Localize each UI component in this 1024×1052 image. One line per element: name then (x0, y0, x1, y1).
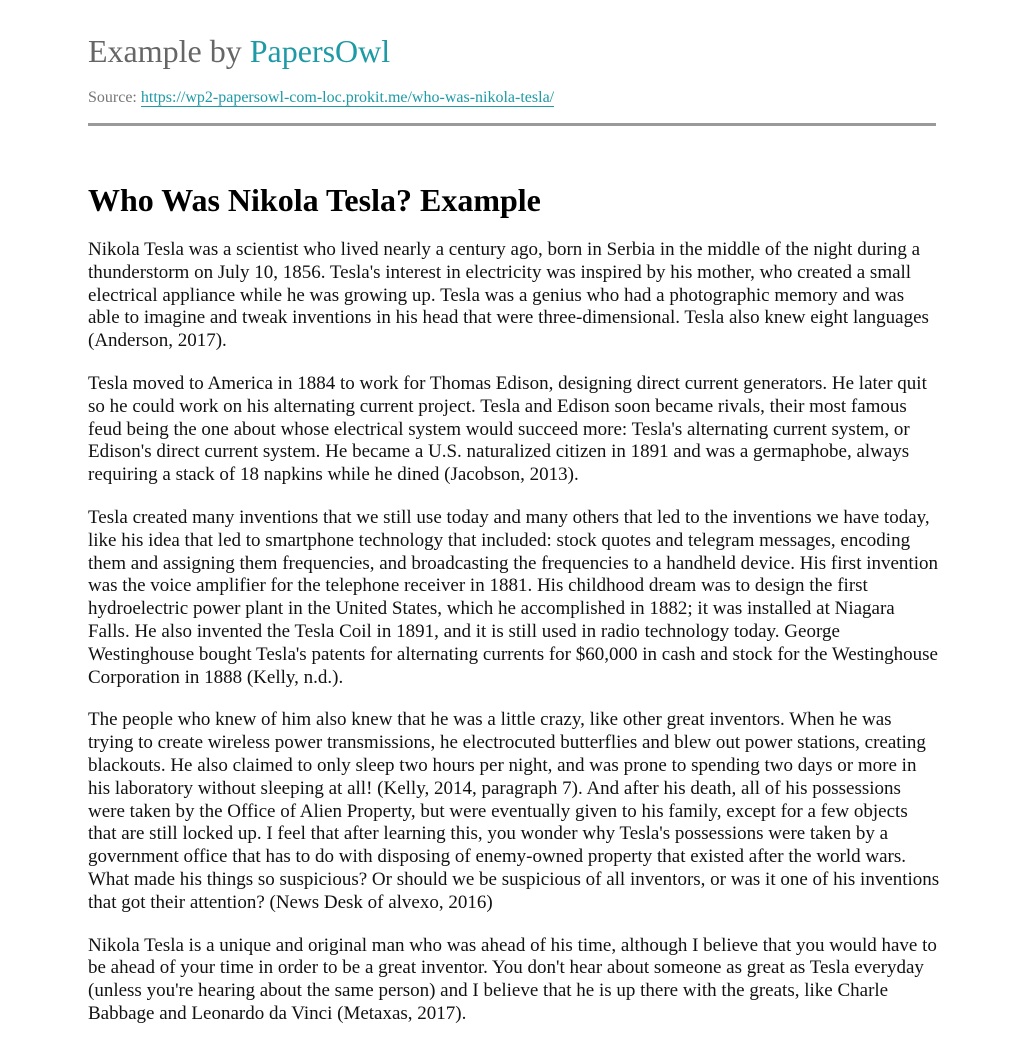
paragraph: Tesla moved to America in 1884 to work for Thomas Edison, designing direct current generators. He later quit so he could work on his alternating current project. Tesla and Edison soon became rivals, their most famous feud being the one about whose electrical system would succeed more: Tesla's alternating current system, or Edison's direct current system. He became a U.S. naturalized citizen in 1891 and was a germaphobe, always requiring a stack of 18 napkins while he dined (Jacobson, 2013). (88, 372, 927, 486)
source-label: Source: (88, 89, 141, 106)
paragraph: Nikola Tesla was a scientist who lived nearly a century ago, born in Serbia in the middle of the night during a thunderstorm on July 10, 1856. Tesla's interest in electricity was inspired by his mother, who created a small electrical appliance while he was growing up. Tesla was a genius who had a photographic memory and was able to imagine and tweak inventions in his head that were three-dimensional. Tesla also knew eight languages (Anderson, 2017). (88, 239, 929, 352)
source-link[interactable]: https://wp2-papersowl-com-loc.prokit.me/who-was-nikola-tesla/ (140, 89, 555, 106)
brand-prefix: Example by (88, 33, 250, 69)
page-title: Who Was Nikola Tesla? Example (88, 182, 541, 218)
brand-name: PapersOwl (249, 33, 391, 69)
header-divider (88, 123, 936, 126)
source-line (88, 88, 554, 108)
brand-header (88, 31, 390, 71)
paragraph: The people who knew of him also knew that he was a little crazy, like other great inventors. When he was trying to create wireless power transmissions, he electrocuted butterflies and blew out power stations, creating blackouts. He also claimed to only sleep two hours per night, and was prone to spending two days or more in his laboratory without sleeping at all! (Kelly, 2014, paragraph 7). And after his death, all of his possessions were taken by the Office of Alien Property, but were eventually given to his family, except for a few objects that are still locked up. I feel that after learning this, you wonder why Tesla's possessions were taken by a government office that has to do with disposing of enemy-owned property that existed after the world wars. What made his things so suspicious? Or should we be suspicious of all inventors, or was it one of his inventions that got their attention? (News Desk of alvexo, 2016) (88, 709, 940, 913)
paragraph: Tesla created many inventions that we still use today and many others that led to the inventions we have today, like his idea that led to smartphone technology that included: stock quotes and telegram messages, encoding them and assigning them frequencies, and broadcasting the frequencies to a handheld device. His first invention was the voice amplifier for the telephone receiver in 1881. His childhood dream was to design the first hydroelectric power plant in the United States, which he accomplished in 1882; it was installed at Niagara Falls. He also invented the Tesla Coil in 1891, and it is still used in radio technology today. George Westinghouse bought Tesla's patents for alternating currents for $60,000 in cash and stock for the Westinghouse Corporation in 1888 (Kelly, n.d.). (88, 506, 938, 688)
paragraph: Nikola Tesla is a unique and original man who was ahead of his time, although I believe that you would have to be ahead of your time in order to be a great inventor. You don't hear about someone as great as Tesla everyday (unless you're hearing about the same person) and I believe that he is up there with the greats, like Charle Babbage and Leonardo da Vinci (Metaxas, 2017). (88, 934, 937, 1024)
article-body (88, 239, 940, 1046)
